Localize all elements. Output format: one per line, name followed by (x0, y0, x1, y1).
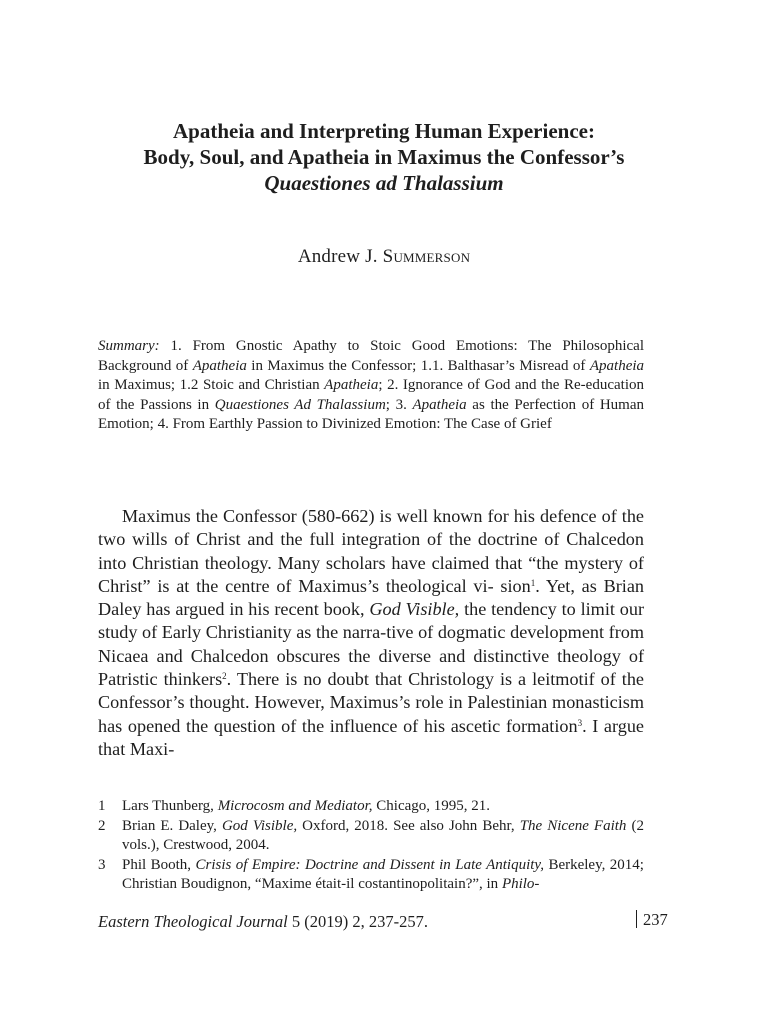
footnote-ref-2[interactable]: 2 (222, 671, 227, 682)
footnote-title: Crisis of Empire: Doctrine and Dissent in Late Antiquity, (195, 856, 544, 873)
summary-text: ; 2. Ignorance of God and the Re-education of the Passions in (98, 377, 644, 413)
footnote-ref-3[interactable]: 3 (577, 717, 583, 728)
summary-text: ; 3. (385, 396, 413, 413)
summary-label: Summary: (98, 338, 160, 354)
footnote-3 (98, 856, 644, 895)
footnote-text: Chicago, 1995, 21. (372, 798, 491, 814)
footnote-text: (2 vols.), Crestwood, 2004. (122, 817, 644, 854)
journal-title: Eastern Theological Journal (98, 912, 288, 931)
summary-text: in Maximus the Confessor; 1.1. Balthasar’s Misread of (246, 357, 590, 374)
footnote-text: Lars Thunberg, (122, 798, 218, 814)
footnote-ref-1[interactable]: 1 (530, 577, 536, 588)
page-number-divider (636, 910, 637, 928)
footnote-title: The Nicene Faith (519, 817, 627, 834)
footnote-number: 3 (98, 856, 106, 873)
body-paragraph (98, 505, 644, 761)
summary-term: Apatheia (324, 377, 379, 394)
body-text-run: . Yet, as Brian Daley has argued in his recent book, (98, 575, 644, 620)
journal-citation (98, 912, 428, 932)
summary-term: Apatheia (192, 357, 247, 374)
footnote-title: God Visible, (221, 817, 298, 834)
author-last: Summerson (382, 246, 471, 267)
footnote-text: Berkeley, 2014; Christian Boudignon, “Maxime était-il costantinopolitain?”, in (122, 856, 644, 893)
title-line-2: Body, Soul, and Apatheia in Maximus the Confessor’s (143, 145, 625, 169)
summary-paragraph (98, 337, 644, 435)
footnote-title: Microcosm and Mediator, (217, 798, 373, 814)
summary-term: Apatheia (412, 396, 467, 413)
body-text-run: . There is no doubt that Christology is a leitmotif of the Confessor’s thought. However, Maximus’s role in Palestinian monasticism has opened the question of the influence of his ascetic formation (98, 669, 644, 736)
title-line-3: Quaestiones ad Thalassium (264, 171, 504, 195)
summary-text: in Maximus; 1.2 Stoic and Christian (98, 377, 325, 394)
body-text-run: Maximus the Confessor (580-662) is well known for his defence of the two wills of Christ and the full integration of the doctrine of Chalcedon into Christian theology. Many scholars have claimed that “the mystery of Christ” is at the centre of Maximus’s theological vi- (98, 506, 644, 596)
page-number-value: 237 (643, 910, 668, 929)
footnote-number: 1 (98, 798, 106, 814)
journal-volume: 5 (2019) 2, 237-257. (287, 912, 428, 931)
summary-term: Apatheia (589, 357, 645, 374)
title-line-1: Apatheia and Interpreting Human Experience: (173, 119, 595, 143)
footnotes (98, 797, 644, 895)
footnote-text: Brian E. Daley, (122, 817, 222, 834)
author-first: Andrew J. (297, 246, 378, 267)
page-number (636, 910, 668, 930)
summary-text: 1. From Gnostic Apathy to Stoic Good Emotions: The Philosophical Background of (98, 338, 645, 374)
footnote-title: Philo- (501, 876, 540, 893)
body-text-run: . I argue that Maxi- (98, 715, 644, 759)
summary-text: as the Perfection of Human Emotion; 4. From Earthly Passion to Divinized Emotion: The Case of Grief (98, 396, 644, 433)
author-name (60, 246, 708, 268)
book-title: God Visible, (369, 599, 460, 620)
footnote-number: 2 (98, 817, 106, 834)
article-title (60, 118, 708, 196)
body-text-run: the tendency to limit our study of Early Christianity as the narra-tive of dogmatic development from Nicaea and Chalcedon obscures the diverse and distinctive theology of Patristic thinkers (98, 599, 645, 690)
body-text-run: sion (500, 575, 531, 596)
footnote-text: Oxford, 2018. See also John Behr, (297, 817, 520, 834)
footnote-text: Phil Booth, (122, 856, 196, 873)
footnote-2 (98, 817, 644, 856)
summary-term: Quaestiones Ad Thalassium (214, 396, 386, 413)
footnote-1 (98, 797, 644, 817)
